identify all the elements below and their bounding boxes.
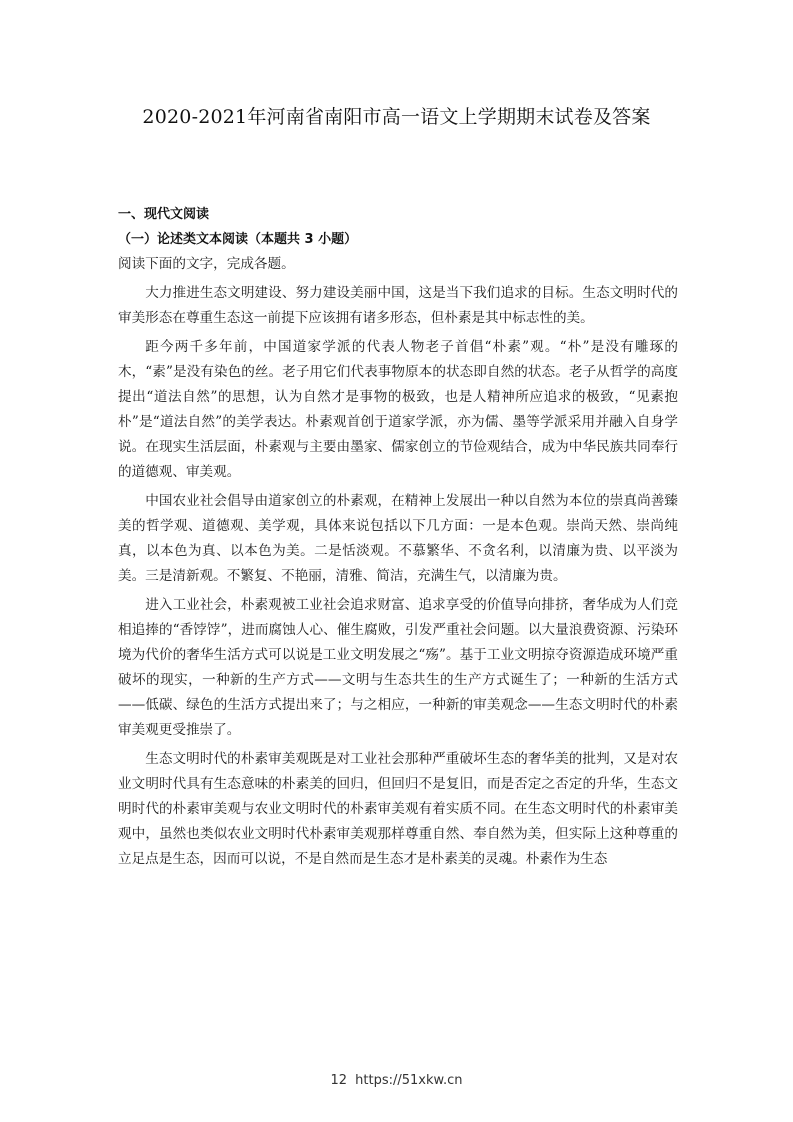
section-heading: 一、现代文阅读 bbox=[118, 207, 210, 222]
paragraph-3: 中国农业社会倡导由道家创立的朴素观，在精神上发展出一种以自然为本位的崇真尚善臻美的哲学观、道德观、美学观，具体来说包括以下几方面：一是本色观。崇尚天然、崇尚纯真，以本色为真、以本色为美。二是恬淡观。不慕繁华、不贪名利，以清廉为贵、以平淡为美。三是清新观。不繁复、不艳丽，清雅、简洁，充满生气，以清廉为贵。 bbox=[118, 493, 678, 584]
footer-url[interactable]: https://51xkw.cn bbox=[355, 1073, 463, 1088]
paragraph-5: 生态文明时代的朴素审美观既是对工业社会那种严重破坏生态的奢华美的批判，又是对农业文明时代具有生态意味的朴素美的回归，但回归不是复旧，而是否定之否定的升华，生态文明时代的朴素审美观与农业文明时代的朴素审美观有着实质不同。在生态文明时代的朴素审美观中，虽然也类似农业文明时代朴素审美观那样尊重自然、奉自然为美，但实际上这种尊重的立足点是生态，因而可以说，不是自然而是生态才是朴素美的灵魂。朴素作为生态 bbox=[118, 751, 678, 867]
paragraph-2: 距今两千多年前，中国道家学派的代表人物老子首倡“朴素”观。“朴”是没有雕琢的木，“素”是没有染色的丝。老子用它们代表事物原本的状态即自然的状态。老子从哲学的高度提出“道法自然”的思想，认为自然才是事物的极致，也是人精神所应追求的极致，“见素抱朴”是“道法自然”的美学表达。朴素观首创于道家学派，亦为儒、墨等学派采用并融入自身学说。在现实生活层面，朴素观与主要由墨家、儒家创立的节俭观结合，成为中华民族共同奉行的道德观、审美观。 bbox=[118, 339, 678, 480]
document-title: 2020-2021年河南省南阳市高一语文上学期期末试卷及答案 bbox=[142, 106, 651, 128]
instruction-text: 阅读下面的文字，完成各题。 bbox=[118, 256, 295, 272]
page-number: 12 bbox=[330, 1073, 348, 1088]
paragraph-4: 进入工业社会，朴素观被工业社会追求财富、追求享受的价值导向排挤，奢华成为人们竞相追捧的“香饽饽”，进而腐蚀人心、催生腐败，引发严重社会问题。以大量浪费资源、污染环境为代价的奢华生活方式可以说是工业文明发展之“殇”。基于工业文明掠夺资源造成环境严重破坏的现实，一种新的生产方式——文明与生态共生的生产方式诞生了；一种新的生活方式——低碳、绿色的生活方式提出来了；与之相应，一种新的审美观念——生态文明时代的朴素审美观更受推崇了。 bbox=[118, 597, 678, 738]
page-footer bbox=[0, 1073, 793, 1088]
subsection-heading: （一）论述类文本阅读（本题共 3 小题） bbox=[118, 232, 358, 247]
paragraph-1: 大力推进生态文明建设、努力建设美丽中国，这是当下我们追求的目标。生态文明时代的审美形态在尊重生态这一前提下应该拥有诸多形态，但朴素是其中标志性的美。 bbox=[118, 285, 678, 326]
document-body bbox=[118, 202, 678, 872]
